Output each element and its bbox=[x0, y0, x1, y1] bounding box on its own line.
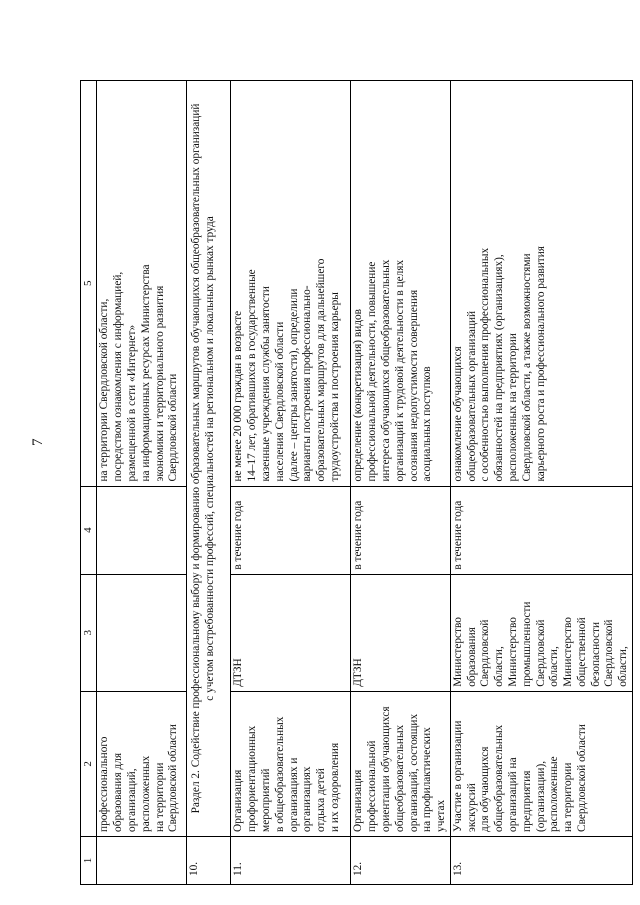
cell-line: карьерного роста и профессионального развития bbox=[534, 246, 547, 482]
cell-line: посредством ознакомления с информацией, bbox=[112, 271, 125, 482]
cell-line: Участие в организации bbox=[451, 720, 464, 832]
page-number: 7 bbox=[30, 438, 46, 446]
cell-deadline: в течение года bbox=[231, 486, 351, 574]
cell-line: образования bbox=[465, 627, 478, 687]
cell-line: отдыха детей bbox=[315, 768, 328, 832]
cell-line: на информационных ресурсах Министерства bbox=[139, 264, 152, 482]
cell-line: мероприятий bbox=[259, 768, 272, 832]
cell-line: промышленности bbox=[520, 601, 533, 687]
cell-result bbox=[351, 81, 450, 487]
cell-line: обязанностей на предприятиях (организациях), bbox=[493, 254, 506, 482]
section-heading: Раздел 2. Содействие профессиональному выбору и формированию образовательных маршрутов обучающихся общеобразовательных организаций с учетом востребованности профессий, специальностей на региональном и локальных рынках труда bbox=[187, 81, 231, 837]
cell-line: Министерство bbox=[562, 617, 575, 687]
cell-line: экскурсий bbox=[465, 783, 478, 832]
cell-line: Свердловской области, bbox=[534, 619, 561, 687]
cell-executor bbox=[351, 574, 450, 691]
rotated-table-container bbox=[80, 80, 630, 885]
cell-line: осознания недопустимости совершения bbox=[407, 289, 420, 482]
cell-line: общеобразовательных организаций bbox=[465, 310, 478, 482]
cell-line: 14–17 лет, обратившихся в государственные bbox=[246, 269, 259, 482]
cell-line: профессионального bbox=[98, 736, 111, 832]
cell-deadline bbox=[97, 486, 187, 574]
cell-line: с особенностью выполнения профессиональных bbox=[479, 247, 492, 482]
cell-line: Свердловской области, а также возможностями bbox=[520, 253, 533, 482]
cell-deadline: в течение года bbox=[450, 486, 632, 574]
header-cell-5: 5 bbox=[81, 81, 97, 487]
cell-num bbox=[97, 836, 187, 884]
table-row bbox=[351, 81, 450, 885]
cell-line: трудоустройства и построения карьеры bbox=[328, 292, 341, 482]
cell-num: 12. bbox=[351, 836, 450, 884]
table-row bbox=[450, 81, 632, 885]
cell-executor bbox=[231, 574, 351, 691]
cell-line: общеобразовательных bbox=[493, 724, 506, 832]
cell-deadline: в течение года bbox=[351, 486, 450, 574]
cell-num: 10. bbox=[187, 836, 231, 884]
cell-line: на территории bbox=[153, 762, 166, 832]
cell-line: организациях и организациях bbox=[287, 757, 314, 832]
activities-table bbox=[80, 80, 633, 885]
header-row bbox=[81, 81, 97, 885]
cell-line: Свердловской области, bbox=[479, 619, 506, 687]
cell-result bbox=[231, 81, 351, 487]
cell-line: в общеобразовательных bbox=[273, 716, 286, 832]
cell-line: Организация bbox=[352, 769, 365, 832]
cell-line: расположенные bbox=[548, 756, 561, 832]
cell-line: Свердловской области, bbox=[603, 619, 630, 687]
cell-line: Министерство bbox=[507, 617, 519, 687]
cell-activity bbox=[231, 691, 351, 836]
cell-result bbox=[97, 81, 187, 487]
cell-line: образования для bbox=[112, 752, 125, 832]
table-row bbox=[187, 81, 231, 885]
cell-line: образовательных маршрутов для дальнейшего bbox=[315, 258, 328, 482]
cell-line: Свердловской области bbox=[575, 724, 588, 832]
cell-line: размещенной в сети «Интернет» bbox=[125, 324, 138, 482]
cell-line: профориентационных bbox=[246, 725, 259, 832]
table-row bbox=[97, 81, 187, 885]
cell-line: Организация bbox=[232, 769, 245, 832]
cell-line: (далее – центры занятости), определили bbox=[287, 288, 300, 482]
cell-line: общеобразовательных bbox=[393, 724, 406, 832]
cell-line: организаций к трудовой деятельности в целях bbox=[393, 259, 406, 482]
cell-line: безопасности bbox=[589, 621, 602, 687]
cell-num: 11. bbox=[231, 836, 351, 884]
cell-line: асоциальных поступков bbox=[421, 366, 434, 482]
cell-line: Свердловской области bbox=[167, 373, 180, 482]
cell-line: организаций, состоящих bbox=[407, 713, 420, 832]
cell-line: на профилактических учетах bbox=[421, 727, 448, 832]
cell-line: на территории bbox=[562, 762, 575, 832]
cell-activity bbox=[351, 691, 450, 836]
cell-result bbox=[450, 81, 632, 487]
cell-line: Министерство bbox=[451, 617, 464, 687]
cell-line: общественной bbox=[575, 617, 588, 687]
cell-line: экономики и территориального развития bbox=[153, 285, 166, 482]
cell-activity bbox=[97, 691, 187, 836]
cell-line: для обучающихся bbox=[479, 746, 492, 832]
cell-line: расположенных на территории bbox=[507, 333, 519, 482]
cell-line: ДТЗН bbox=[232, 658, 245, 687]
cell-line: Свердловской области bbox=[167, 724, 180, 832]
header-cell-2: 2 bbox=[81, 691, 97, 836]
header-cell-3: 3 bbox=[81, 574, 97, 691]
cell-line: организаций, расположенных bbox=[125, 755, 152, 832]
cell-line: интереса обучающихся общеобразовательных bbox=[379, 259, 392, 482]
cell-line: профессиональной bbox=[366, 740, 379, 832]
cell-line: ДТЗН bbox=[352, 658, 365, 687]
cell-activity bbox=[450, 691, 632, 836]
header-cell-1: 1 bbox=[81, 836, 97, 884]
cell-line: не менее 20 000 граждан в возрасте bbox=[232, 310, 245, 482]
cell-line: казенные учреждения службы занятости bbox=[259, 286, 272, 482]
cell-line: организаций на предприятия bbox=[507, 757, 533, 832]
cell-line: населения Свердловской области bbox=[273, 321, 286, 482]
cell-line: ориентации обучающихся bbox=[379, 706, 392, 832]
cell-line: определение (конкретизация) видов bbox=[352, 309, 365, 482]
cell-line: на территории Свердловской области, bbox=[98, 298, 111, 482]
cell-line: ознакомление обучающихся bbox=[451, 346, 464, 482]
cell-num: 13. bbox=[450, 836, 632, 884]
cell-line: варианты построения профессионально- bbox=[301, 285, 314, 482]
table-row bbox=[231, 81, 351, 885]
cell-executor bbox=[450, 574, 632, 691]
cell-line: профессиональной деятельности, повышение bbox=[366, 261, 379, 482]
header-cell-4: 4 bbox=[81, 486, 97, 574]
cell-line: (организации), bbox=[534, 760, 547, 832]
cell-line: и их оздоровления bbox=[328, 742, 341, 832]
cell-executor bbox=[97, 574, 187, 691]
